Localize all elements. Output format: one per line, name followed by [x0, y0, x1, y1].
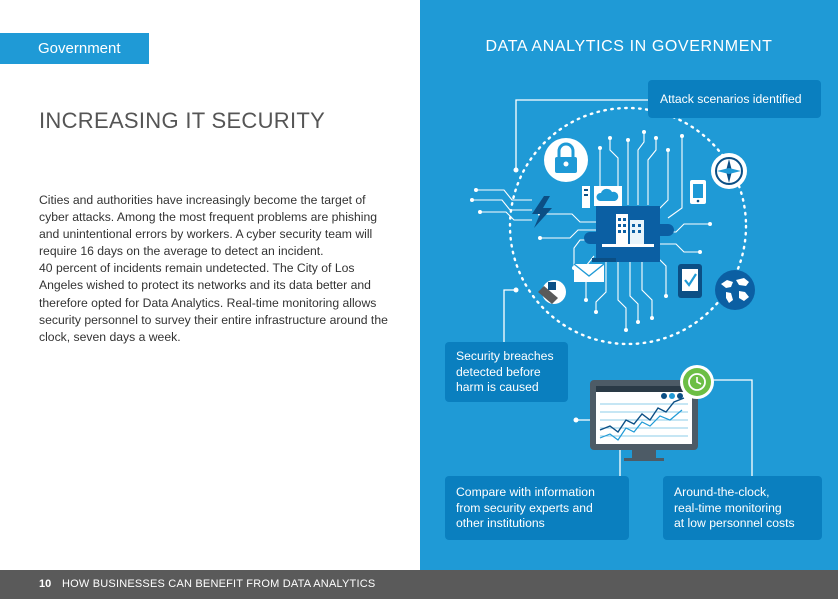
callout-attack-text: Attack scenarios identified [660, 92, 802, 106]
page-number: 10 [39, 578, 52, 590]
compass-icon [711, 153, 747, 189]
satellite-icon [538, 280, 566, 304]
callout-monitoring-line-3: at low personnel costs [674, 516, 795, 530]
building-icon [584, 206, 674, 262]
page-title: INCREASING IT SECURITY [39, 108, 326, 133]
callout-attack-scenarios [648, 80, 821, 118]
paragraph-1: Cities and authorities have increasingly become the target of cyber attacks. Among the most frequent problems are phishing and unintentional errors by workers. A cyber security team will require 16 days on the average to detect an incident. [39, 193, 378, 259]
body-text [39, 192, 394, 346]
callout-monitoring-line-2: real-time monitoring [674, 500, 782, 515]
infographic-panel [420, 0, 838, 570]
section-tag: Government [0, 33, 149, 64]
left-page [0, 0, 420, 570]
callout-breaches-line-3: harm is caused [456, 380, 539, 394]
padlock-icon [544, 138, 588, 182]
envelope-icon [574, 258, 616, 282]
callout-compare-line-3: other institutions [456, 516, 545, 530]
infographic-title: DATA ANALYTICS IN GOVERNMENT [485, 38, 773, 55]
callout-security-breaches [445, 342, 568, 402]
callout-compare-information [445, 476, 629, 540]
callout-compare-line-1: Compare with information [456, 485, 595, 499]
lightning-icon [532, 196, 552, 228]
clock-icon [680, 365, 714, 399]
circuit-traces [472, 132, 710, 330]
cloud-icon [582, 186, 622, 208]
callout-monitoring-line-1: Around-the-clock, [674, 485, 770, 499]
trace-endpoints [470, 130, 712, 332]
paragraph-2: 40 percent of incidents remain undetected. The City of Los Angeles wished to protect its networks and its data better and therefore opted for Data Analytics. Real-time monitoring allows security personnel to survey their entire infrastructure around the clock, seven days a week. [39, 261, 388, 344]
page-footer [0, 570, 838, 599]
monitor-icon [590, 380, 698, 461]
callout-breaches-line-2: detected before [456, 364, 541, 379]
tablet-icon [690, 180, 706, 204]
callout-breaches-line-1: Security breaches [456, 349, 554, 363]
footer-text: HOW BUSINESSES CAN BENEFIT FROM DATA ANALYTICS [62, 578, 376, 590]
phone-check-icon [678, 264, 702, 298]
world-map-icon [715, 270, 755, 310]
callout-realtime-monitoring [663, 476, 822, 540]
callout-compare-line-2: from security experts and [456, 500, 593, 515]
